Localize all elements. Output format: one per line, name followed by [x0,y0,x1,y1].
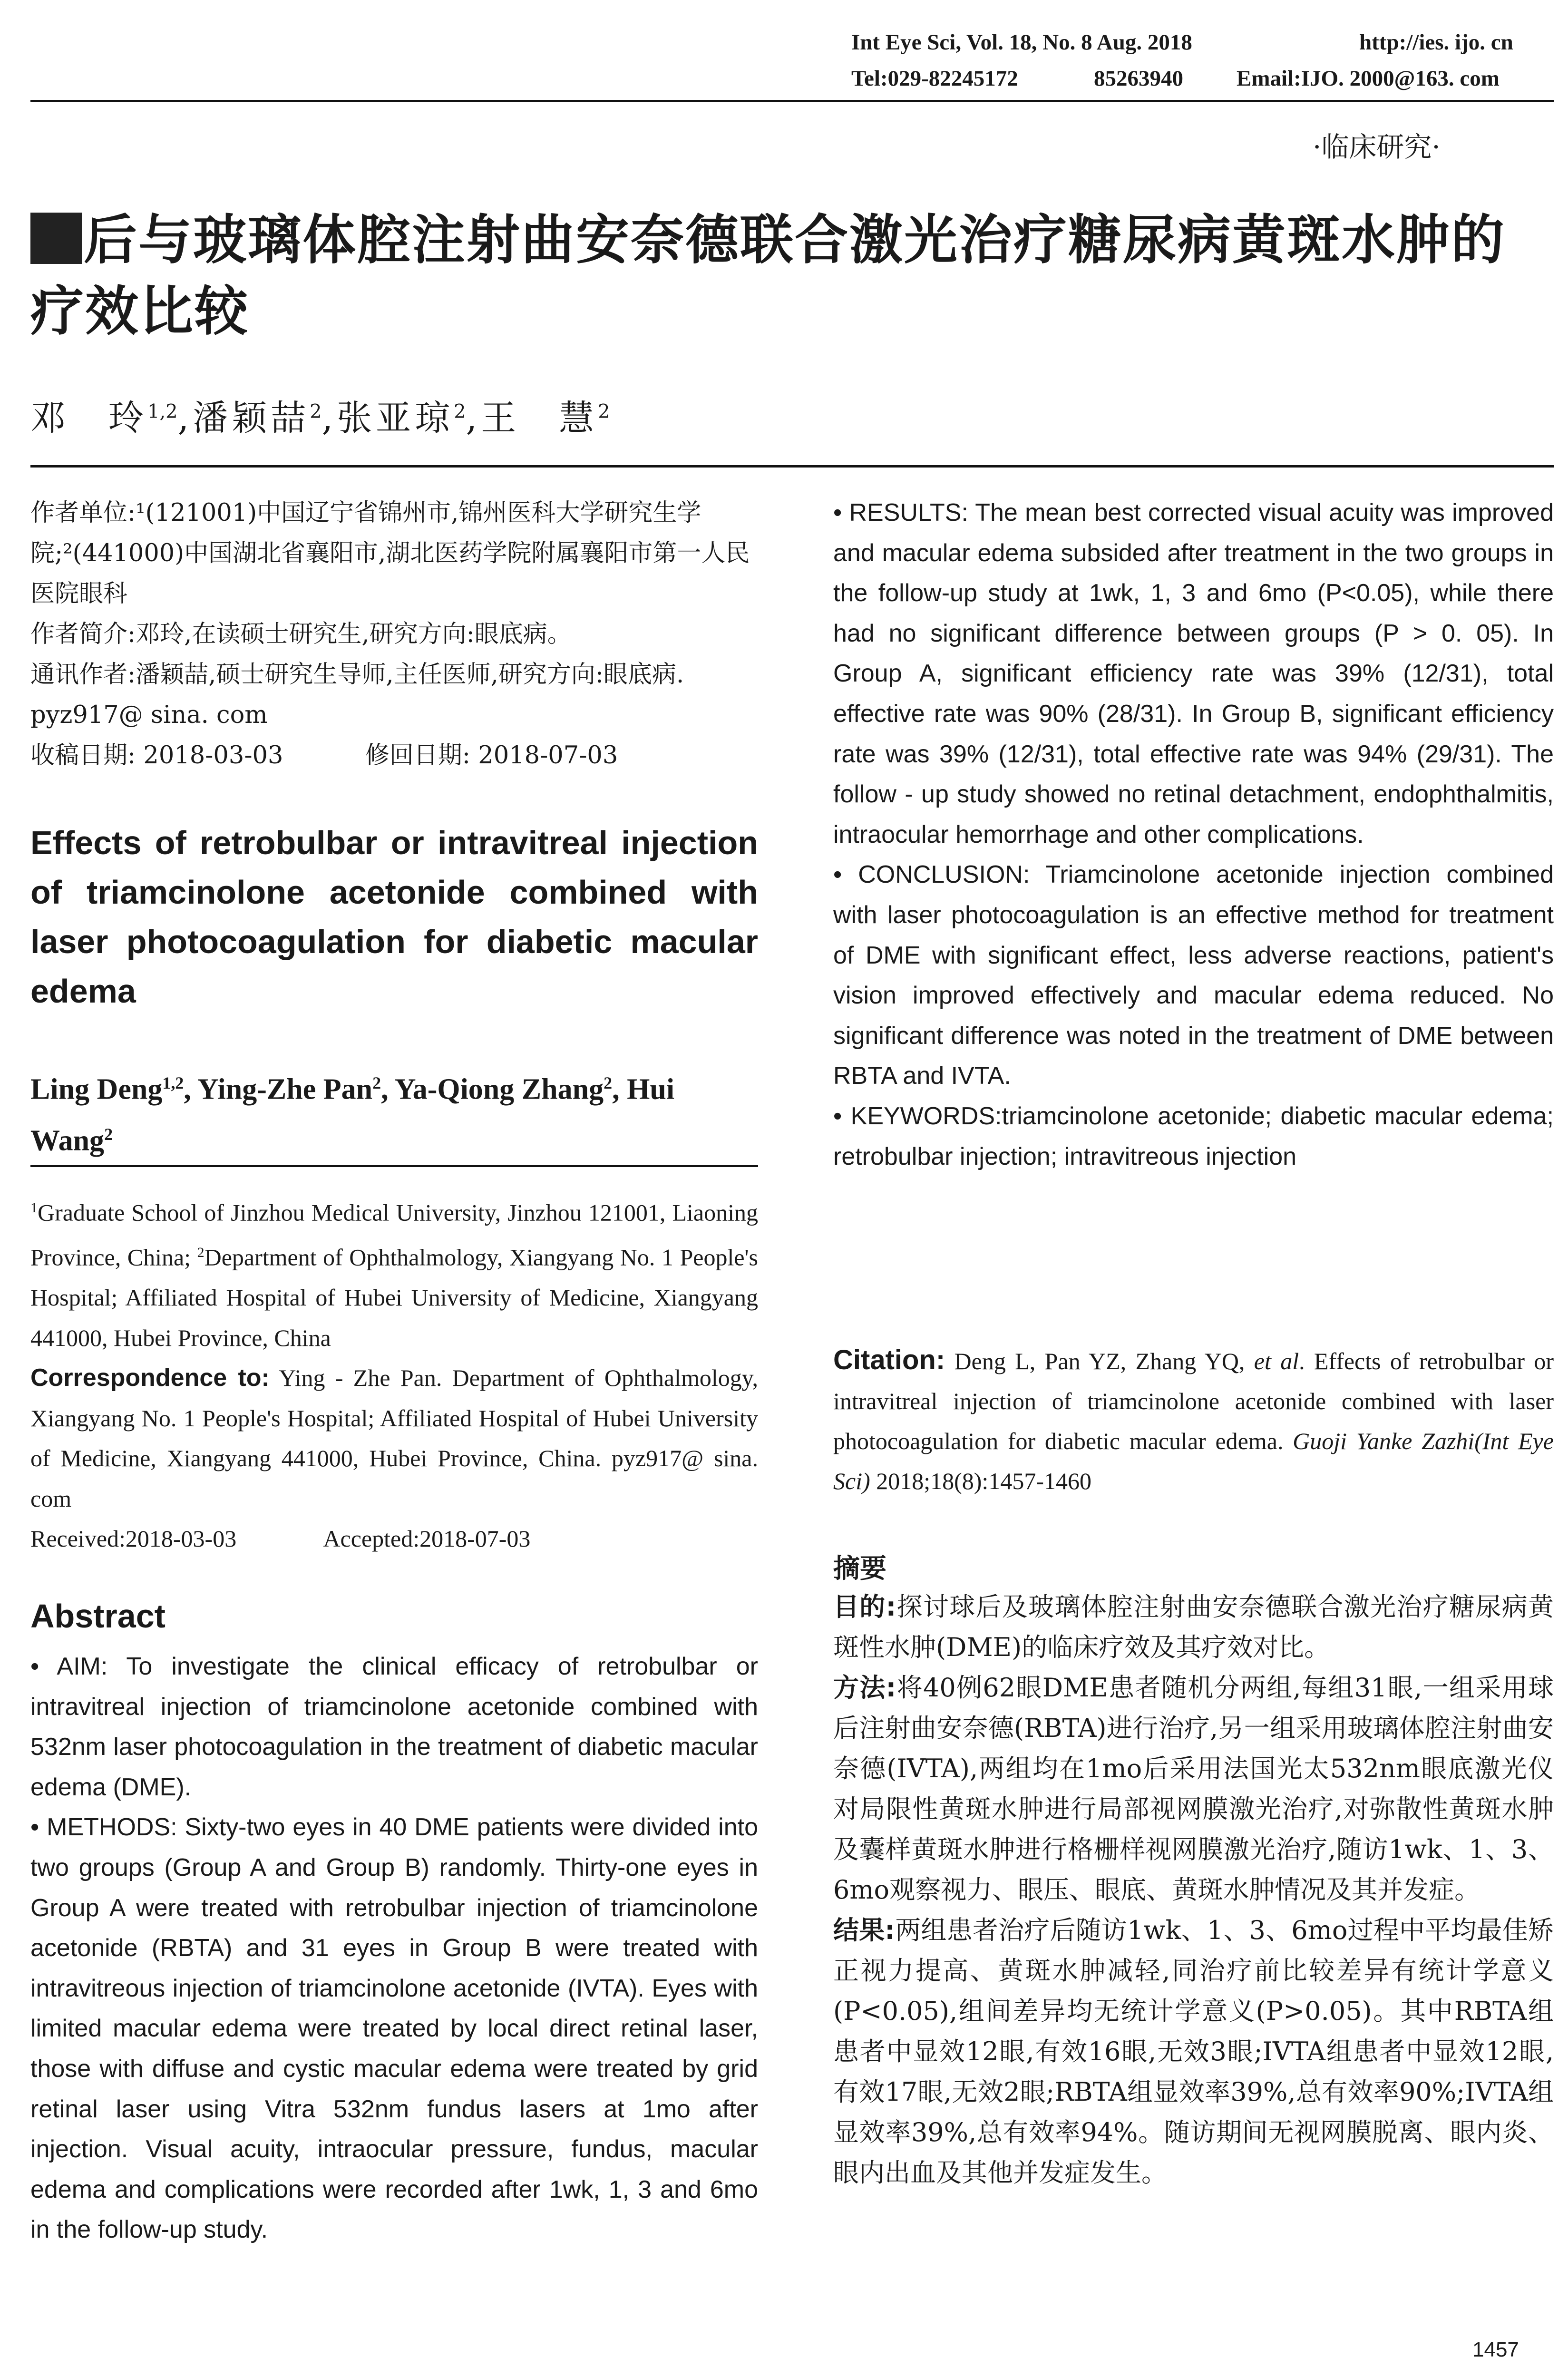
citation-authors: Deng L, Pan YZ, Zhang YQ, [954,1348,1245,1374]
journal-citation: Int Eye Sci, Vol. 18, No. 8 Aug. 2018 [851,30,1192,55]
citation-etal: et al [1254,1348,1299,1374]
affiliations: $^1$Graduate School of Jinzhou Medical University, Jinzhou 121001, Liaoning Province, China; $^2$Department of Ophthalmology, Xiangyang No. 1 People's Hospital; Affiliated Hospital of Hubei University of Medicine, Xiangyang 441000, Hubei Province, China [30,1199,759,1351]
author-cn-3-sup: 2 [454,400,466,423]
title-cn-text: 后与玻璃体腔注射曲安奈德联合激光治疗糖尿病黄斑水肿的疗效比较 [30,209,1506,342]
zhaiyao-methods-label: 方法: [833,1673,896,1703]
abstract-aim: • AIM: To investigate the clinical efficacy of retrobulbar or intravitreal injection of triamcinolone acetonide combined with 532nm laser photocoagulation in the treatment of diabetic macular edema (DME). [30,1653,758,1801]
section-label: ·临床研究· [1313,131,1441,163]
zhaiyao-body [833,1587,1554,2193]
zhaiyao-results-text: 两组患者治疗后随访1wk、1、3、6mo过程中平均最佳矫正视力提高、黄斑水肿减轻,同治疗前比较差异有统计学意义(P<0.05),组间差异均无统计学意义(P>0.05)。其中RBTA组患者中显效12眼,有效16眼,无效3眼;IVTA组患者中显效12眼,有效17眼,无效2眼;RBTA组显效率39%,总有效率90%;IVTA组显效率39%,总有效率94%。随访期间无视网膜脱离、眼内炎、眼内出血及其他并发症发生。 [833,1915,1554,2188]
abstract-conclusion: • CONCLUSION: Triamcinolone acetonide injection combined with laser photocoagulation is an effective method for treatment of DME with significant effect, less adverse reactions, patient's vision improved effectively and macular edema reduced. No significant difference was noted in the treatment of DME between RBTA and IVTA. [833,861,1554,1090]
abstract-methods: • METHODS: Sixty-two eyes in 40 DME patients were divided into two groups (Group A and Group B) randomly. Thirty-one eyes in Group A were treated with retrobulbar injection of triamcinolone acetonide (RBTA) and 31 eyes in Group B were treated with intravitreous injection of triamcinolone acetonide (IVTA). Eyes with limited macular edema were treated by local direct retinal laser, those with diffuse and cystic macular edema were treated by grid retinal laser using Vitra 532nm fundus lasers at 1mo after injection. Visual acuity, intraocular pressure, fundus, macular edema and complications were recorded after 1wk, 1, 3 and 6mo in the follow-up study. [30,1813,758,2244]
author-cn-3: 张亚琼 [337,398,454,438]
dates-en [30,1519,758,1559]
author-en-2: Ying-Zhe Pan [197,1073,373,1106]
authors-cn: 邓 玲$^{1,2}$,潘颖喆$^2$,张亚琼$^2$,王 慧$^2$ [30,398,610,438]
correspondence-text: Ying - Zhe Pan. Department of Ophthalmology, Xiangyang No. 1 People's Hospital; Affiliated Hospital of Hubei University of Medicine, Xiangyang 441000, Hubei Province, China. pyz917@ sina. com [30,1364,758,1512]
journal-tel: Tel:029-82245172 [851,66,1018,91]
affiliation-en [30,1188,758,1559]
authors-en: Ling Deng$^{1,2}$, Ying-Zhe Pan$^2$, Ya-Qiong Zhang$^2$, Hui Wang$^2$ [30,1073,675,1157]
journal-website[interactable]: http://ies. ijo. cn [1359,30,1513,55]
author-cn-1-sup: 1,2 [147,400,178,423]
title-cn [30,205,1552,347]
affiliation-2: Department of Ophthalmology, Xiangyang No. 1 People's Hospital; Affiliated Hospital of Hubei University of Medicine, Xiangyang 441000, Hubei Province, China [30,1244,759,1351]
revised-date-cn: 修回日期: 2018-07-03 [365,741,618,770]
page-number: 1457 [1472,2338,1519,2361]
received-date-cn: 收稿日期: 2018-03-03 [30,741,283,770]
dates-cn [30,735,758,776]
zhaiyao-results [833,1910,1554,2193]
header-rule [30,100,1554,102]
abstract-keywords: • KEYWORDS:triamcinolone acetonide; diabetic macular edema; retrobulbar injection; intravitreous injection [833,1102,1554,1170]
author-en-4: Hui Wang [30,1073,675,1157]
title-image-block [30,213,82,264]
author-info-cn [30,493,758,776]
abstract-heading: Abstract [30,1598,166,1635]
author-intro-cn: 作者简介:邓玲,在读硕士研究生,研究方向:眼底病。 [30,620,572,648]
citation [833,1340,1554,1501]
author-cn-4: 王 慧 [481,398,598,438]
author-cn-1: 邓 玲 [30,398,147,438]
author-en-1-sup: 1,2 [162,1073,184,1092]
citation-volume: 2018;18(8):1457-1460 [876,1468,1091,1494]
accepted-date-en: Accepted:2018-07-03 [323,1525,531,1552]
author-cn-2-sup: 2 [310,400,322,423]
affiliation-1: Graduate School of Jinzhou Medical University, Jinzhou 121001, Liaoning Province, China; [30,1199,758,1271]
zhaiyao-heading: 摘要 [833,1553,886,1584]
citation-journal: Guoji Yanke Zazhi(Int Eye Sci) [833,1428,1554,1494]
abstract-left-body [30,1646,758,2250]
journal-email[interactable]: Email:IJO. 2000@163. com [1237,66,1500,91]
author-en-1: Ling Deng [30,1073,163,1106]
zhaiyao-results-label: 结果: [833,1915,896,1945]
journal-info-line [851,29,1192,55]
correspondence-label: Correspondence to: [30,1364,270,1392]
author-en-3: Ya-Qiong Zhang [394,1073,604,1106]
abstract-results: • RESULTS: The mean best corrected visual acuity was improved and macular edema subsided after treatment in the two groups in the follow-up study at 1wk, 1, 3 and 6mo (P<0.05), while there had no significant difference between groups (P > 0. 05). In Group A, significant efficiency rate was 39% (12/31), total effective rate was 90% (28/31). In Group B, significant efficiency rate was 39% (12/31), total effective rate was 94% (29/31). The follow - up study showed no retinal detachment, endophthalmitis, intraocular hemorrhage and other complications. [833,499,1554,848]
zhaiyao-methods-text: 将40例62眼DME患者随机分两组,每组31眼,一组采用球后注射曲安奈德(RBTA)进行治疗,另一组采用玻璃体腔注射曲安奈德(IVTA),两组均在1mo后采用法国光太532nm眼底激光仪对局限性黄斑水肿进行局部视网膜激光治疗,对弥散性黄斑水肿及囊样黄斑水肿进行格栅样视网膜激光治疗,随访1wk、1、3、6mo观察视力、眼压、眼底、黄斑水肿情况及其并发症。 [833,1673,1554,1905]
zhaiyao-aim-label: 目的: [833,1592,896,1622]
zhaiyao-aim [833,1587,1554,1667]
received-date-en: Received:2018-03-03 [30,1525,237,1552]
author-unit-cn: 作者单位:¹(121001)中国辽宁省锦州市,锦州医科大学研究生学院;²(441000)中国湖北省襄阳市,湖北医药学院附属襄阳市第一人民医院眼科 [30,499,750,608]
authors-rule [30,465,1554,468]
author-cn-2: 潘颖喆 [193,398,310,438]
title-en: Effects of retrobulbar or intravitreal injection of triamcinolone acetonide combined with laser photocoagulation for diabetic macular edema [30,824,758,1010]
affiliation-rule [30,1165,758,1167]
author-en-3-sup: 2 [604,1073,613,1092]
abstract-right-body [833,493,1554,1177]
author-cn-4-sup: 2 [598,400,610,423]
citation-title: . Effects of retrobulbar or intravitreal injection of triamcinolone acetonide combined with laser photocoagulation for diabetic macular edema. [833,1348,1554,1454]
author-en-2-sup: 2 [372,1073,381,1092]
citation-label: Citation: [833,1344,945,1375]
journal-tel-2: 85263940 [1094,66,1183,91]
zhaiyao-aim-text: 探讨球后及玻璃体腔注射曲安奈德联合激光治疗糖尿病黄斑性水肿(DME)的临床疗效及其疗效对比。 [833,1592,1554,1662]
corresponding-author-cn: 通讯作者:潘颖喆,硕士研究生导师,主任医师,研究方向:眼底病. pyz917@ sina. com [30,661,684,729]
correspondence-en [30,1358,758,1519]
author-en-4-sup: 2 [104,1124,113,1144]
zhaiyao-methods [833,1667,1554,1910]
